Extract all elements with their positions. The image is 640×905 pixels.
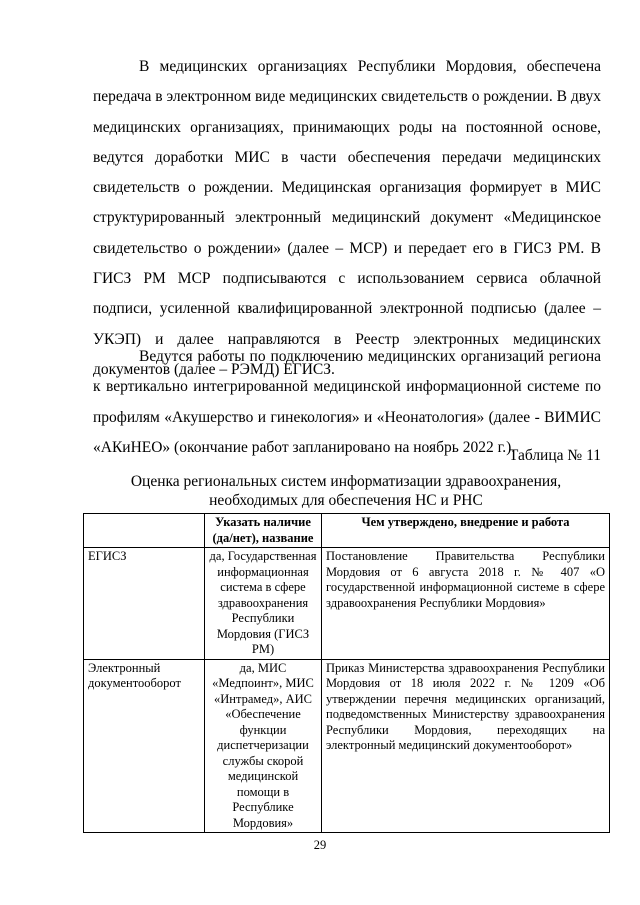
table-row — [84, 548, 610, 660]
table-row — [84, 659, 610, 833]
page-number: 29 — [313, 838, 327, 852]
table-cell-approved: Приказ Министерства здравоохранения Республики Мордовия от 18 июля 2022 г. № 1209 «Об утверждении перечня медицинских организаций, подведомственных Министерству здравоохранения Республики Мордовия, переходящих на электронный медицинский документооборот» — [322, 659, 610, 833]
table-caption: Оценка региональных систем информатизации здравоохранения, необходимых для обеспечения НС и РНС — [130, 473, 562, 509]
table-cell-availability: да, Государственная информационная система в сфере здравоохранения Республики Мордовия (ГИСЗ РМ) — [205, 548, 322, 660]
table-header-cell — [84, 514, 205, 548]
table-cell-availability: да, МИС «Медпоинт», МИС «Интрамед», АИС «Обеспечение функции диспетчеризации службы скорой медицинской помощи в Республике Мордовия» — [205, 659, 322, 833]
table-cell-approved: Постановление Правительства Республики Мордовия от 6 августа 2018 г. № 407 «О государственной информационной системе в сфере здравоохранения Республики Мордовия» — [322, 548, 610, 660]
table-header-row — [84, 514, 610, 548]
assessment-table — [83, 513, 610, 833]
table-number: Таблица № 11 — [508, 447, 601, 464]
table-cell-name: ЕГИСЗ — [84, 548, 205, 660]
table-header-cell: Указать наличие (да/нет), название — [205, 514, 322, 548]
paragraph-1: В медицинских организациях Республики Мордовия, обеспечена передача в электронном виде медицинских свидетельств о рождении. В двух медицинских организациях, принимающих роды на постоянной основе, ведутся доработки МИС в части обеспечения передачи медицинских свидетельств о рождении. Медицинская организация формирует в МИС структурированный электронный медицинский документ «Медицинское свидетельство о рождении» (далее – МСР) и передает его в ГИСЗ РМ. В ГИСЗ РМ МСР подписываются с использованием сервиса облачной подписи, усиленной квалифицированной электронной подписью (далее – УКЭП) и далее направляются в Реестр электронных медицинских документов (далее – РЭМД) ЕГИСЗ. — [93, 58, 601, 378]
table-cell-name: Электронный документооборот — [84, 659, 205, 833]
table-header-cell: Чем утверждено, внедрение и работа — [322, 514, 610, 548]
paragraph-2: Ведутся работы по подключению медицинских организаций региона к вертикально интегрированной медицинской информационной системе по профилям «Акушерство и гинекология» и «Неонатология» (далее - ВИМИС «АКиНЕО» (окончание работ запланировано на ноябрь 2022 г.). — [93, 348, 601, 456]
